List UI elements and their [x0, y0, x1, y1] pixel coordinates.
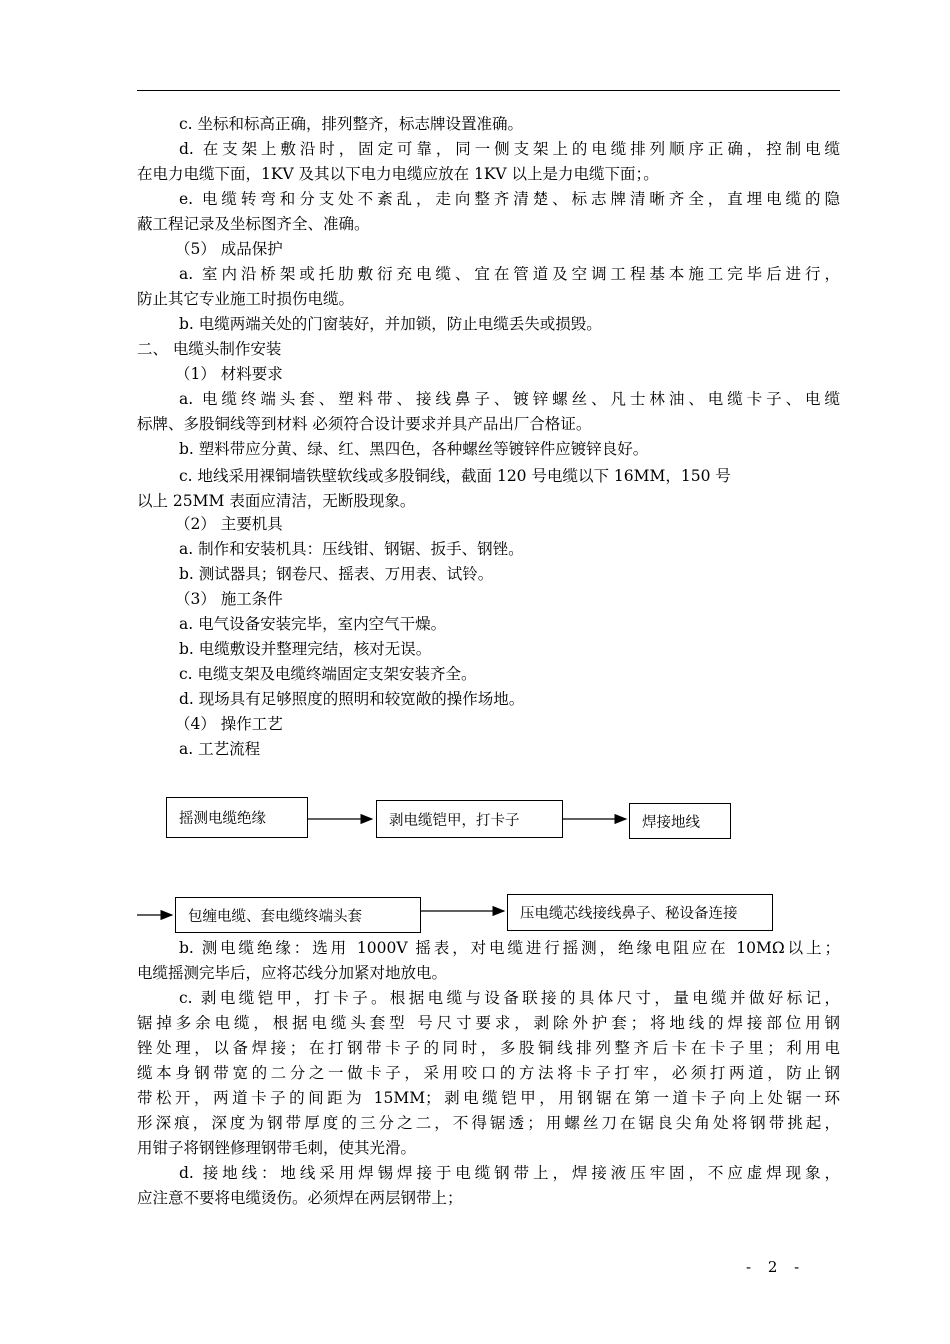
text-line: 防止其它专业施工时损伤电缆。 [137, 290, 355, 308]
flow-step-weld-ground [629, 803, 731, 839]
flow-step-label: 焊接地线 [642, 814, 700, 831]
text-line: d. 现场具有足够照度的照明和较宽敞的操作场地。 [179, 690, 525, 708]
page-number: - 2 - [746, 1258, 806, 1276]
text-segment: ，150 号 [665, 467, 731, 485]
text-line: 蔽工程记录及坐标图齐全、准确。 [137, 215, 370, 233]
text-line: c. 剥电缆铠甲，打卡子。根据电缆与设备联接的具体尺寸，量电缆并做好标记， [179, 989, 840, 1007]
text-line: 电缆摇测完毕后，应将芯线分加紧对地放电。 [137, 964, 448, 982]
section-heading: （4） 操作工艺 [175, 715, 283, 733]
text-line: a. 制作和安装机具：压线钳、钢锯、扳手、钢锉。 [179, 540, 524, 558]
text-line: 形深痕，深度为钢带厚度的三分之二，不得锯透；用螺丝刀在锯良尖角处将钢带挑起， [137, 1114, 840, 1132]
text-line: e. 电缆转弯和分支处不紊乱，走向整齐清楚、标志牌清晰齐全，直埋电缆的隐 [179, 190, 840, 208]
text-segment: 表面应清洁，无断股现象。 [224, 492, 416, 510]
flow-step-label: 摇测电缆绝缘 [179, 811, 266, 827]
text-line: 标牌、多股铜线等到材料 必须符合设计要求并具产品出厂合格证。 [137, 415, 592, 433]
text-line: a. 电气设备安装完毕，室内空气干燥。 [179, 615, 447, 633]
flow-step-label: 剥电缆铠甲，打卡子 [389, 812, 520, 829]
text-line: d. 在支架上敷沿时，固定可靠，同一侧支架上的电缆排列顺序正确，控制电缆 [179, 140, 840, 158]
text-line: b. 塑料带应分黄、绿、红、黑四色，各种螺丝等镀锌件应镀锌良好。 [179, 440, 649, 458]
text-line: b. 电缆敷设并整理完结，核对无误。 [179, 640, 432, 658]
text-segment: 以上 25MM [137, 492, 225, 510]
text-line: 带松开，两道卡子的间距为 15MM；剥电缆铠甲，用钢锯在第一道卡子向上处锯一环 [137, 1089, 840, 1107]
text-line: a. 室内沿桥架或托肋敷衍充电缆、宜在管道及空调工程基本施工完毕后进行， [179, 265, 840, 283]
text-line: 应注意不要将电缆烫伤。必须焊在两层钢带上； [137, 1189, 463, 1207]
text-line: c. 坐标和标高正确，排列整齐，标志牌设置准确。 [179, 115, 524, 133]
flow-step-insulation-test [166, 797, 308, 838]
text-line: b. 测电缆绝缘：选用 1000V 摇表，对电缆进行摇测，绝缘电阻应在 10MΩ以上； [179, 939, 840, 957]
text-line: b. 电缆两端关处的门窗装好，并加锁，防止电缆丢失或损毁。 [179, 315, 602, 333]
text-line: 用钳子将钢锉修理钢带毛刺，使其光滑。 [137, 1139, 417, 1157]
text-line: 在电力电缆下面，1KV 及其以下电力电缆应放在 1KV 以上是力电缆下面；。 [137, 165, 659, 183]
flow-step-wrap-cable [175, 897, 421, 933]
text-line: d. 接地线：地线采用焊锡焊接于电缆钢带上，焊接液压牢固，不应虚焊现象， [179, 1164, 840, 1182]
flow-step-crimp-connect [507, 894, 773, 931]
section-heading: （1） 材料要求 [175, 365, 283, 383]
text-segment: c. 地线采用裸铜墙铁壁软线或多股铜线，截面 120 号电缆以下 16MM [179, 467, 666, 485]
text-line: a. 工艺流程 [179, 740, 261, 758]
flow-step-label: 包缠电缆、套电缆终端头套 [188, 908, 362, 925]
text-line: 锉处理，以备焊接；在打钢带卡子的同时，多股铜线排列整齐后卡在卡子里；利用电 [137, 1039, 840, 1057]
text-line: 缆本身钢带宽的二分之一做卡子，采用咬口的方法将卡子打牢，必须打两道，防止钢 [137, 1064, 840, 1082]
section-heading: （3） 施工条件 [175, 590, 283, 608]
flow-step-strip-armor [376, 800, 563, 838]
section-heading: （5） 成品保护 [175, 240, 283, 258]
chapter-heading: 二、 电缆头制作安装 [137, 340, 282, 358]
flow-step-label: 压电缆芯线接线鼻子、秘设备连接 [520, 906, 738, 922]
section-heading: （2） 主要机具 [175, 515, 283, 533]
text-line: c. 电缆支架及电缆终端固定支架安装齐全。 [179, 665, 477, 683]
text-line: b. 测试器具；钢卷尺、摇表、万用表、试铃。 [179, 565, 494, 583]
text-line: a. 电缆终端头套、塑料带、接线鼻子、镀锌螺丝、凡士林油、电缆卡子、电缆 [179, 390, 840, 408]
text-line: 锯掉多余电缆，根据电缆头套型 号尺寸要求，剥除外护套；将地线的焊接部位用钢 [137, 1014, 840, 1032]
